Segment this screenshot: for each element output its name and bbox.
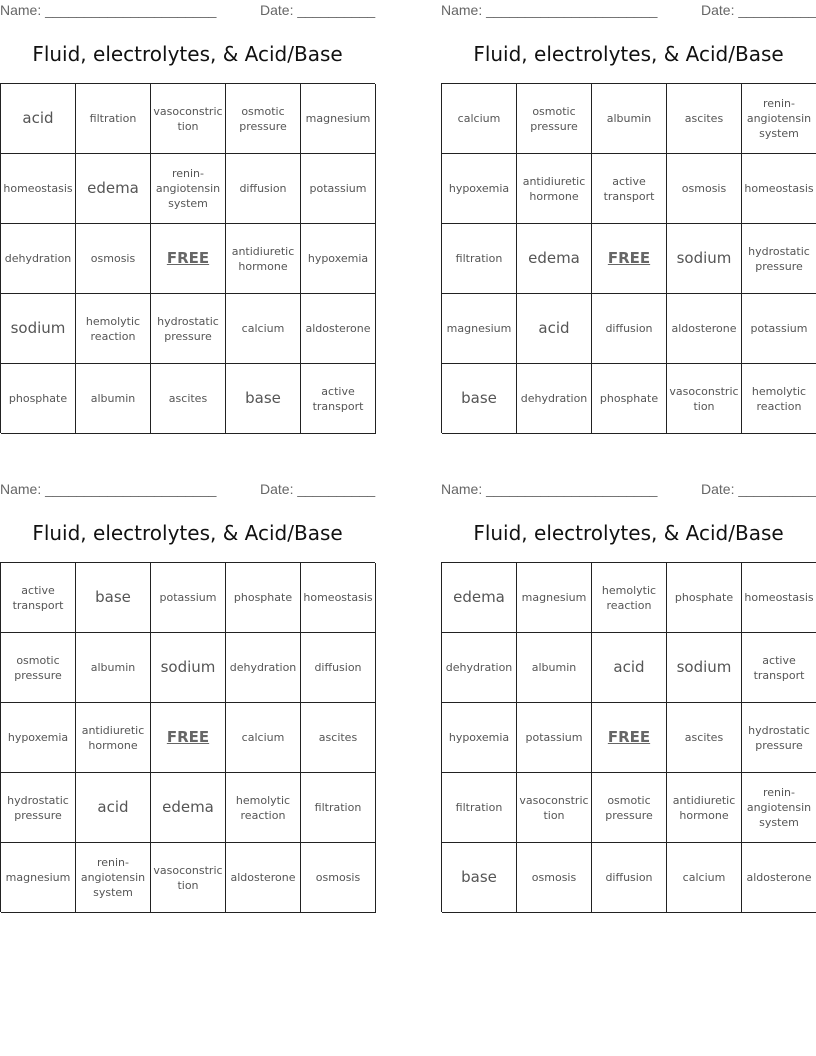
card-title: Fluid, electrolytes, & Acid/Base <box>473 521 784 545</box>
date-field-label: Date: __________ <box>701 481 816 497</box>
bingo-cell: magnesium <box>301 84 376 154</box>
bingo-cell: hypoxemia <box>1 703 76 773</box>
bingo-cell: edema <box>151 773 226 843</box>
bingo-cell: potassium <box>517 703 592 773</box>
bingo-cell: ascites <box>151 364 226 434</box>
name-field-label: Name: ______________________ <box>441 481 658 497</box>
bingo-cell: osmosis <box>667 154 742 224</box>
bingo-cell: potassium <box>151 563 226 633</box>
bingo-cell: albumin <box>76 364 151 434</box>
bingo-cell: albumin <box>592 84 667 154</box>
bingo-cell: sodium <box>667 633 742 703</box>
bingo-cell: calcium <box>442 84 517 154</box>
date-field-label: Date: __________ <box>260 481 376 497</box>
bingo-cell: antidiuretic hormone <box>667 773 742 843</box>
bingo-cell: ascites <box>667 84 742 154</box>
bingo-grid <box>441 562 816 912</box>
bingo-cell: active transport <box>592 154 667 224</box>
bingo-cell: osmotic pressure <box>592 773 667 843</box>
bingo-cell: albumin <box>76 633 151 703</box>
bingo-cell: osmosis <box>517 843 592 913</box>
bingo-grid <box>0 562 375 912</box>
bingo-cell: acid <box>1 84 76 154</box>
bingo-cell: magnesium <box>1 843 76 913</box>
bingo-cell: vasoconstriction <box>151 84 226 154</box>
bingo-cell: acid <box>517 294 592 364</box>
bingo-cell: diffusion <box>301 633 376 703</box>
bingo-cell: hydrostatic pressure <box>1 773 76 843</box>
card-title: Fluid, electrolytes, & Acid/Base <box>32 42 343 66</box>
card-title: Fluid, electrolytes, & Acid/Base <box>473 42 784 66</box>
bingo-cell: hemolytic reaction <box>742 364 816 434</box>
bingo-cell: antidiuretic hormone <box>226 224 301 294</box>
bingo-cell: filtration <box>301 773 376 843</box>
bingo-cell: acid <box>76 773 151 843</box>
free-space: FREE <box>592 224 667 294</box>
bingo-cell: base <box>226 364 301 434</box>
bingo-cell: aldosterone <box>667 294 742 364</box>
bingo-cell: vasoconstriction <box>517 773 592 843</box>
bingo-cell: sodium <box>151 633 226 703</box>
name-field-label: Name: ______________________ <box>0 481 217 497</box>
bingo-cell: aldosterone <box>742 843 816 913</box>
bingo-cell: dehydration <box>1 224 76 294</box>
bingo-cell: vasoconstriction <box>151 843 226 913</box>
bingo-cell: active transport <box>1 563 76 633</box>
bingo-cell: dehydration <box>517 364 592 434</box>
date-field-label: Date: __________ <box>260 2 376 18</box>
bingo-cell: sodium <box>1 294 76 364</box>
bingo-cell: sodium <box>667 224 742 294</box>
bingo-cell: ascites <box>301 703 376 773</box>
free-space: FREE <box>592 703 667 773</box>
bingo-cell: magnesium <box>442 294 517 364</box>
bingo-cell: filtration <box>442 773 517 843</box>
bingo-cell: dehydration <box>226 633 301 703</box>
card-title: Fluid, electrolytes, & Acid/Base <box>32 521 343 545</box>
bingo-cell: homeostasis <box>301 563 376 633</box>
bingo-cell: osmosis <box>301 843 376 913</box>
bingo-cell: hemolytic reaction <box>592 563 667 633</box>
bingo-cell: diffusion <box>592 843 667 913</box>
bingo-grid <box>441 83 816 433</box>
bingo-cell: antidiuretic hormone <box>76 703 151 773</box>
name-field-label: Name: ______________________ <box>0 2 217 18</box>
bingo-cell: hydrostatic pressure <box>151 294 226 364</box>
bingo-cell: homeostasis <box>742 154 816 224</box>
bingo-cell: renin-angiotensin system <box>742 84 816 154</box>
bingo-cell: hydrostatic pressure <box>742 224 816 294</box>
bingo-cell: renin-angiotensin system <box>151 154 226 224</box>
bingo-cell: hemolytic reaction <box>226 773 301 843</box>
free-space: FREE <box>151 224 226 294</box>
bingo-cell: base <box>442 843 517 913</box>
bingo-cell: acid <box>592 633 667 703</box>
bingo-cell: renin-angiotensin system <box>76 843 151 913</box>
bingo-cell: phosphate <box>226 563 301 633</box>
bingo-cell: base <box>442 364 517 434</box>
bingo-cell: phosphate <box>592 364 667 434</box>
bingo-cell: edema <box>76 154 151 224</box>
bingo-cell: base <box>76 563 151 633</box>
bingo-cell: magnesium <box>517 563 592 633</box>
name-field-label: Name: ______________________ <box>441 2 658 18</box>
bingo-cell: aldosterone <box>301 294 376 364</box>
bingo-cell: calcium <box>226 294 301 364</box>
bingo-cell: phosphate <box>1 364 76 434</box>
bingo-cell: edema <box>517 224 592 294</box>
bingo-cell: dehydration <box>442 633 517 703</box>
bingo-cell: filtration <box>442 224 517 294</box>
bingo-cell: osmotic pressure <box>226 84 301 154</box>
bingo-cell: homeostasis <box>1 154 76 224</box>
bingo-cell: renin-angiotensin system <box>742 773 816 843</box>
bingo-cell: filtration <box>76 84 151 154</box>
bingo-cell: hydrostatic pressure <box>742 703 816 773</box>
bingo-cell: ascites <box>667 703 742 773</box>
bingo-grid <box>0 83 375 433</box>
bingo-cell: hypoxemia <box>442 154 517 224</box>
bingo-cell: potassium <box>742 294 816 364</box>
date-field-label: Date: __________ <box>701 2 816 18</box>
bingo-cell: osmotic pressure <box>517 84 592 154</box>
bingo-cell: potassium <box>301 154 376 224</box>
bingo-cell: antidiuretic hormone <box>517 154 592 224</box>
bingo-cell: diffusion <box>226 154 301 224</box>
bingo-cell: diffusion <box>592 294 667 364</box>
bingo-cell: hypoxemia <box>442 703 517 773</box>
bingo-cell: vasoconstriction <box>667 364 742 434</box>
bingo-cell: calcium <box>226 703 301 773</box>
bingo-cell: calcium <box>667 843 742 913</box>
bingo-cell: active transport <box>742 633 816 703</box>
bingo-cell: osmosis <box>76 224 151 294</box>
bingo-cell: osmotic pressure <box>1 633 76 703</box>
bingo-cell: active transport <box>301 364 376 434</box>
bingo-cell: hemolytic reaction <box>76 294 151 364</box>
bingo-cell: albumin <box>517 633 592 703</box>
bingo-cell: edema <box>442 563 517 633</box>
bingo-cell: phosphate <box>667 563 742 633</box>
bingo-cell: aldosterone <box>226 843 301 913</box>
bingo-cell: hypoxemia <box>301 224 376 294</box>
free-space: FREE <box>151 703 226 773</box>
bingo-cell: homeostasis <box>742 563 816 633</box>
